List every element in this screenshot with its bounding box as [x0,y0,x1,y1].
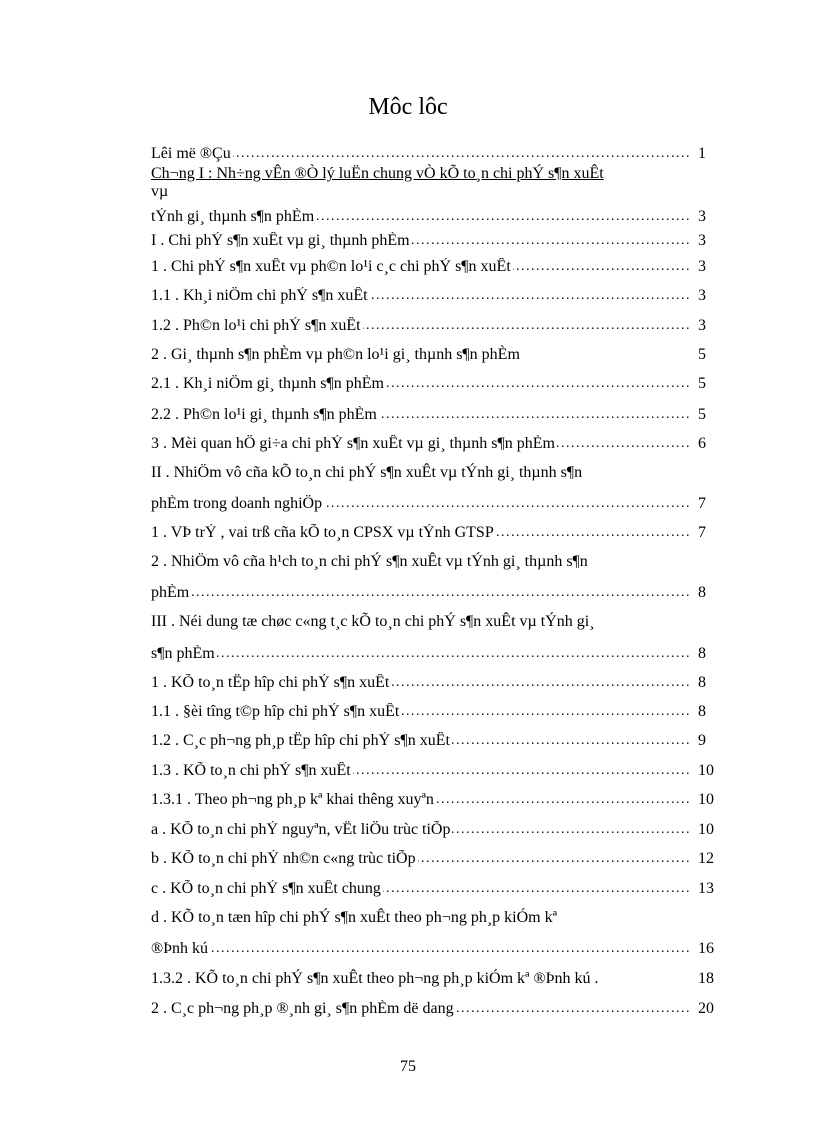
toc-entry-text: Ch¬ng I : Nh÷ng vÊn ®Ò lý luËn chung vÒ kÕ to¸n chi phÝ s¶n xuÊt [151,165,604,182]
toc-entry-page: 3 [696,208,728,226]
toc-entry-page: 3 [696,317,728,335]
toc-entry [151,584,711,604]
toc-entry [151,732,711,752]
toc-entry-text: 1.2 . C¸c ph¬ng ph¸p tËp hîp chi phÝ s¶n xuÊt [151,732,450,749]
toc-entry-page: 13 [696,880,728,898]
toc-entry-page: 6 [696,435,728,453]
toc-entry-page: 5 [696,375,728,393]
toc-entry [151,645,711,665]
toc-entry-text: a . KÕ to¸n chi phÝ nguyªn, vËt liÖu trùc tiÕp [151,821,451,838]
toc-entry-page: 7 [696,524,728,542]
toc-entry-page: 12 [696,850,728,868]
toc-entry [151,317,711,337]
toc-section-heading: II . NhiÖm vô cña kÕ to¸n chi phÝ s¶n xuÊt vµ tÝnh gi¸ thµnh s¶n [151,464,583,481]
toc-entry [151,258,711,278]
toc-entry [151,940,711,960]
toc-entry [151,762,711,782]
toc-entry [151,821,711,841]
toc-chapter-heading [151,165,604,183]
toc-entry [151,375,711,395]
toc-entry-text: tÝnh gi¸ thµnh s¶n phÈm [151,208,315,225]
toc-entry-page: 3 [696,287,728,305]
toc-entry-page: 7 [696,495,728,513]
toc-entry-text: b . KÕ to¸n chi phÝ nh©n c«ng trùc tiÕp [151,850,416,867]
toc-entry: 2 . Gi¸ thµnh s¶n phÈm vµ ph©n lo¹i gi¸ thµnh s¶n phÈm [151,346,520,363]
toc-entry [151,850,711,870]
toc-entry-page: 5 [696,406,728,424]
toc-entry-text: c . KÕ to¸n chi phÝ s¶n xuÊt chung [151,880,381,897]
toc-entry [151,287,711,307]
page-title: Môc lôc [368,94,448,120]
toc-entry-page: 8 [696,584,728,602]
toc-entry-page: 3 [696,232,728,250]
toc-entry-text: 2.2 . Ph©n lo¹i gi¸ thµnh s¶n phÈm [151,406,377,423]
toc-section-heading: III . Néi dung tæ chøc c«ng t¸c kÕ to¸n chi phÝ s¶n xuÊt vµ tÝnh gi¸ [151,613,595,630]
toc-entry-page: 8 [696,645,728,663]
toc-entry-text: 1 . KÕ to¸n tËp hîp chi phÝ s¶n xuÊt [151,674,390,691]
toc-entry [151,880,711,900]
toc-entry-page: 20 [696,1000,728,1018]
toc-entry-text: 1 . VÞ trÝ , vai trß cña kÕ to¸n CPSX vµ tÝnh GTSP [151,524,494,541]
toc-entry-text: 1.1 . Kh¸i niÖm chi phÝ s¶n xuÊt [151,287,368,304]
toc-entry-heading: 2 . NhiÖm vô cña h¹ch to¸n chi phÝ s¶n xuÊt vµ tÝnh gi¸ thµnh s¶n [151,553,588,570]
toc-entry-text: 1.2 . Ph©n lo¹i chi phÝ s¶n xuÊt [151,317,361,334]
toc-entry-text: 1.3 . KÕ to¸n chi phÝ s¶n xuÊt [151,762,351,779]
toc-entry-text: 3 . Mèi quan hÖ gi÷a chi phÝ s¶n xuÊt vµ gi¸ thµnh s¶n phÈm [151,435,555,452]
toc-entry [151,791,711,811]
toc-entry-page: 9 [696,732,728,750]
toc-entry-page: 10 [696,821,728,839]
toc-entry-text: 1.3.1 . Theo ph¬ng ph¸p kª khai thêng xuyªn [151,791,434,808]
toc-entry-text: 2.1 . Kh¸i niÖm gi¸ thµnh s¶n phÈm [151,375,384,392]
toc-entry: 1.3.2 . KÕ to¸n chi phÝ s¶n xuÊt theo ph¬ng ph¸p kiÓm kª ®Þnh kú . [151,970,599,987]
toc-entry-page: 1 [696,145,728,163]
toc-entry-text: Lêi më ®Çu [151,145,231,162]
toc-entry-text: ®Þnh kú [151,940,209,957]
toc-entry [151,145,711,165]
toc-entry-text: phÈm [151,584,190,601]
toc-entry [151,703,711,723]
toc-entry [151,232,711,252]
toc-entry-page: 18 [696,970,728,988]
toc-entry [151,1000,711,1020]
page-number: 75 [400,1058,416,1075]
toc-entry-page: 10 [696,762,728,780]
toc-entry-continuation: vµ [151,183,169,200]
toc-entry-text: phÈm trong doanh nghiÖp [151,495,323,512]
toc-entry [151,524,711,544]
toc-entry-page: 16 [696,940,728,958]
toc-entry-text: 2 . C¸c ph¬ng ph¸p ®¸nh gi¸ s¶n phÈm dë dang [151,1000,454,1017]
toc-entry-page: 3 [696,258,728,276]
toc-entry [151,674,711,694]
toc-entry-text: 1 . Chi phÝ s¶n xuÊt vµ ph©n lo¹i c¸c chi phÝ s¶n xuÊt [151,258,511,275]
toc-entry-text: s¶n phÈm [151,645,215,662]
toc-entry [151,208,711,228]
toc-entry-page: 8 [696,674,728,692]
toc-entry [151,435,711,455]
toc-entry-text: 1.1 . §èi tîng t©p hîp chi phÝ s¶n xuÊt [151,703,400,720]
toc-entry-page: 5 [696,346,728,364]
toc-entry [151,406,711,426]
toc-entry-text: I . Chi phÝ s¶n xuÊt vµ gi¸ thµnh phÈm [151,232,410,249]
toc-entry-page: 10 [696,791,728,809]
toc-entry-page: 8 [696,703,728,721]
toc-entry-heading: d . KÕ to¸n tæn hîp chi phÝ s¶n xuÊt theo ph¬ng ph¸p kiÓm kª [151,909,557,926]
toc-entry [151,495,711,515]
